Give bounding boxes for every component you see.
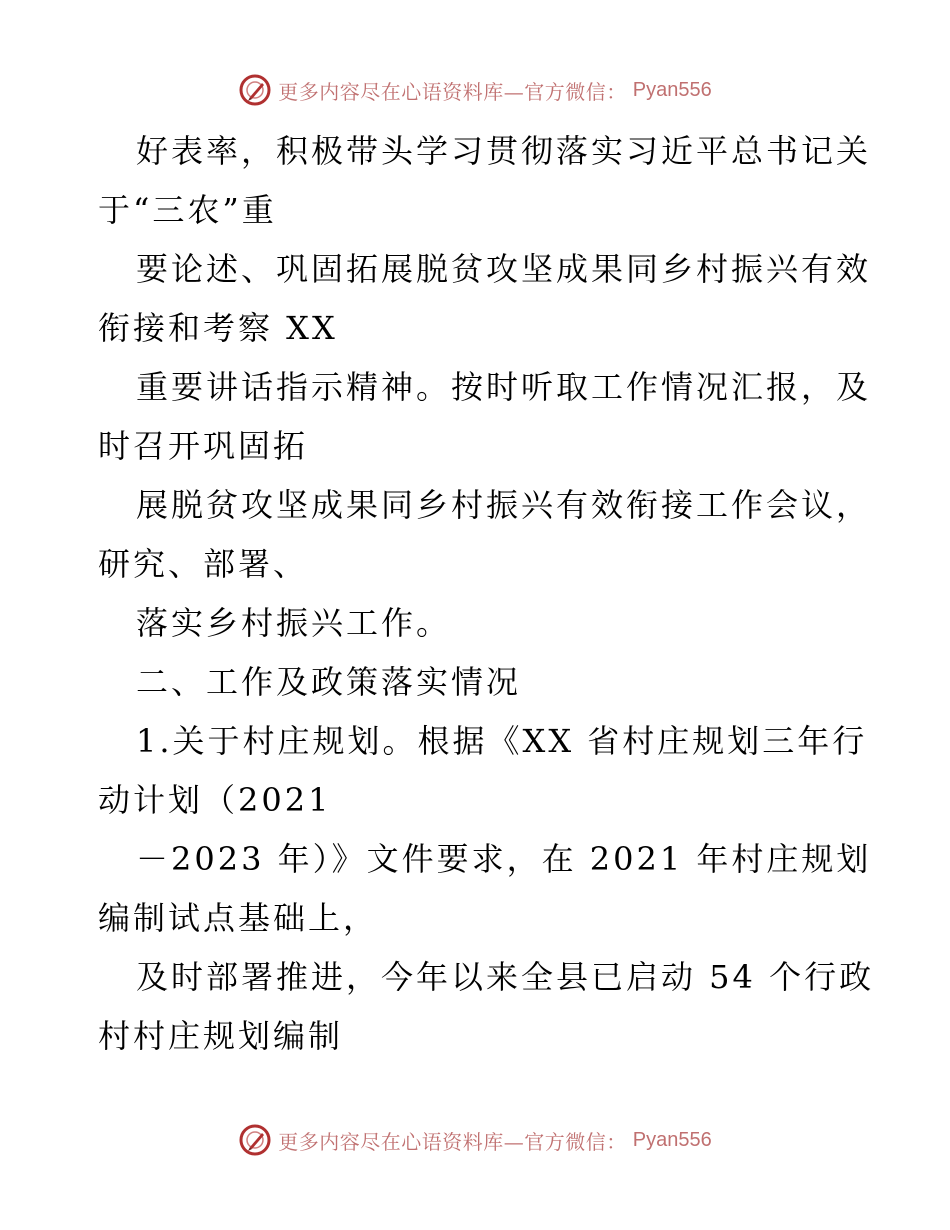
watermark-wechat-id: Pyan556 <box>632 1128 712 1151</box>
body-line: 好表率，积极带头学习贯彻落实习近平总书记关 <box>136 132 872 170</box>
body-line: －2023 年）》文件要求，在 2021 年村庄规划 <box>136 840 872 878</box>
body-line: 1.关于村庄规划。根据《XX 省村庄规划三年行 <box>136 722 868 760</box>
document-body <box>98 122 875 1066</box>
body-line: 衔接和考察 XX <box>98 309 338 347</box>
body-line: 编制试点基础上， <box>98 899 379 937</box>
body-line: 村村庄规划编制 <box>98 1017 344 1055</box>
section-heading: 二、工作及政策落实情况 <box>136 663 522 701</box>
body-line: 展脱贫攻坚成果同乡村振兴有效衔接工作会议， <box>136 486 872 524</box>
pen-logo-icon <box>238 73 272 107</box>
body-line: 时召开巩固拓 <box>98 427 309 465</box>
body-line: 落实乡村振兴工作。 <box>136 604 452 642</box>
body-line: 要论述、巩固拓展脱贫攻坚成果同乡村振兴有效 <box>136 250 872 288</box>
watermark-wechat-id: Pyan556 <box>632 78 712 101</box>
watermark-text: 更多内容尽在心语资料库—官方微信： <box>278 79 627 104</box>
body-line: 研究、部署、 <box>98 545 309 583</box>
body-line: 动计划（2021 <box>98 781 332 819</box>
watermark-header <box>0 70 950 110</box>
body-line: 及时部署推进，今年以来全县已启动 54 个行政 <box>136 958 875 996</box>
watermark-footer <box>0 1120 950 1160</box>
pen-logo-icon <box>238 1123 272 1157</box>
body-line: 重要讲话指示精神。按时听取工作情况汇报，及 <box>136 368 872 406</box>
body-line: 于“三农”重 <box>98 191 277 229</box>
watermark-text: 更多内容尽在心语资料库—官方微信： <box>278 1129 627 1154</box>
